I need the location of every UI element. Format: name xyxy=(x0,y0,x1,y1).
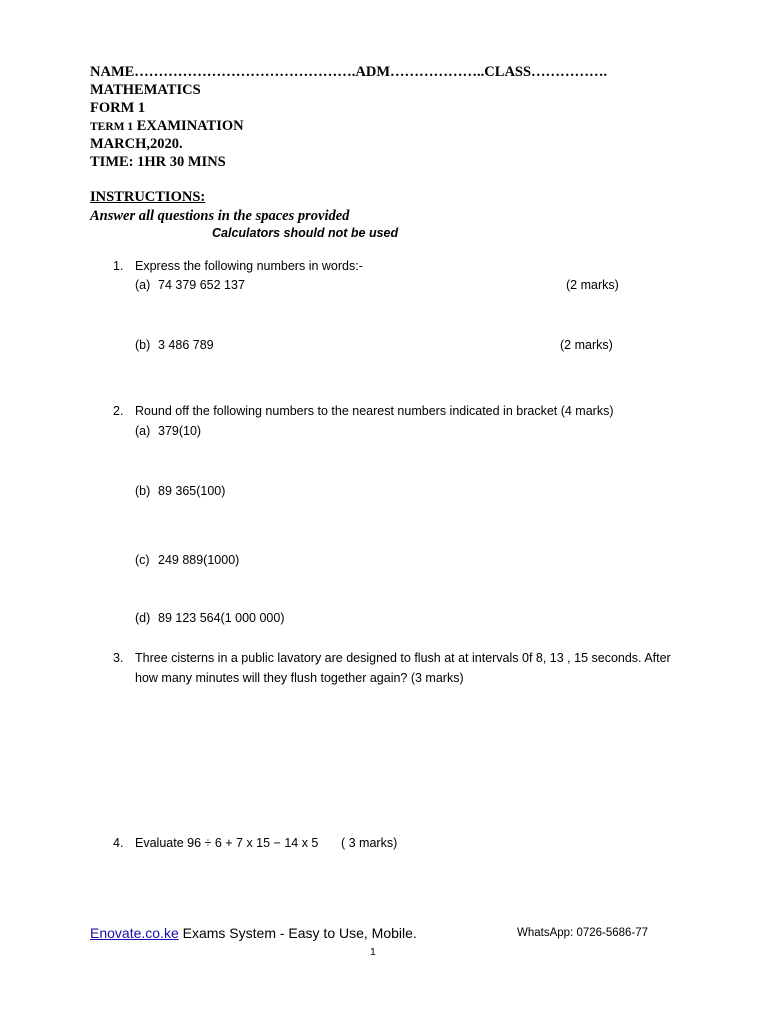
whatsapp-contact: WhatsApp: 0726-5686-77 xyxy=(517,927,649,939)
part-value: 3 486 789 xyxy=(158,338,214,352)
part-label: (a) xyxy=(135,278,151,292)
part-value: 89 123 564(1 000 000) xyxy=(158,611,285,625)
part-label: (b) xyxy=(135,338,151,352)
question-text: Evaluate 96 ÷ 6 + 7 x 15 − 14 x 5 xyxy=(135,836,319,850)
footer-tagline: Exams System - Easy to Use, Mobile. xyxy=(178,925,417,941)
instructions-heading: INSTRUCTIONS: xyxy=(90,189,206,205)
question-text: Express the following numbers in words:- xyxy=(135,259,363,273)
part-value: 74 379 652 137 xyxy=(158,278,245,292)
name-adm-class-line: NAME……………………………………….ADM………………..CLASS……………. xyxy=(90,64,608,80)
marks-label: (2 marks) xyxy=(560,338,613,352)
question-number: 4. xyxy=(113,836,124,850)
part-value: 249 889(1000) xyxy=(158,553,240,567)
question-number: 2. xyxy=(113,404,124,418)
question-text: Round off the following numbers to the nearest numbers indicated in bracket (4 marks) xyxy=(135,404,614,418)
part-label: (d) xyxy=(135,611,151,625)
instruction-no-calculators: Calculators should not be used xyxy=(212,226,399,240)
question-number: 1. xyxy=(113,259,124,273)
part-label: (b) xyxy=(135,484,151,498)
exam-date: MARCH,2020. xyxy=(90,136,183,152)
part-value: 89 365(100) xyxy=(158,484,226,498)
marks-label: ( 3 marks) xyxy=(341,836,398,850)
marks-label: (2 marks) xyxy=(566,278,619,292)
part-label: (a) xyxy=(135,424,151,438)
part-value: 379(10) xyxy=(158,424,202,438)
footer-promo xyxy=(90,925,417,941)
exam-time: TIME: 1HR 30 MINS xyxy=(90,154,226,170)
form-label: FORM 1 xyxy=(90,100,146,116)
part-label: (c) xyxy=(135,553,150,567)
enovate-link[interactable]: Enovate.co.ke xyxy=(90,925,179,941)
examination-label: EXAMINATION xyxy=(133,118,244,134)
subject-title: MATHEMATICS xyxy=(90,82,201,98)
question-text-line1: Three cisterns in a public lavatory are designed to flush at at intervals 0f 8, 13 , 15 seconds. After xyxy=(135,651,671,665)
page-number: 1 xyxy=(370,946,376,958)
question-number: 3. xyxy=(113,651,124,665)
term-prefix: TERM 1 xyxy=(90,121,134,133)
term-examination xyxy=(90,118,244,135)
question-text-line2: how many minutes will they flush together again? (3 marks) xyxy=(135,671,464,685)
instruction-answer-all: Answer all questions in the spaces provided xyxy=(90,208,350,224)
